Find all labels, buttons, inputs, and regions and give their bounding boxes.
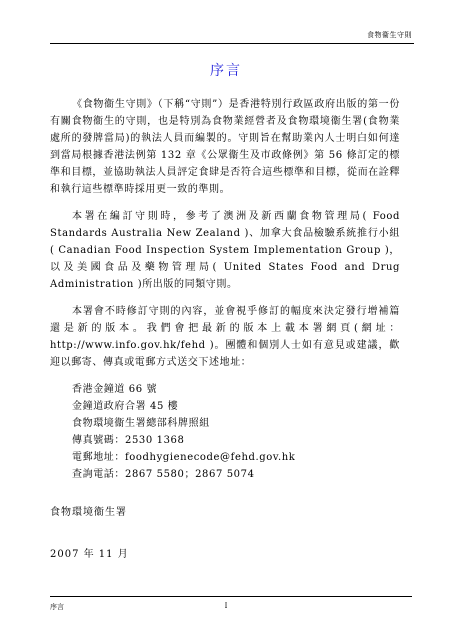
signature-date: 2007 年 11 月 — [50, 549, 129, 560]
running-header: 食物衞生守則 — [367, 31, 412, 39]
address-line: 食物環境衞生署總部科牌照組 — [72, 418, 210, 429]
footer-section-label: 序言 — [50, 603, 64, 611]
paragraph-revisions: 本署會不時修訂守則的內容，並會視乎修訂的幅度來決定發行增補篇還是新的版本。我們會把最新的版本上載本署網頁(網址：http://www.info.gov.hk/fehd )。團體和個別人士如有意見或建議，歡迎以郵寄、傳真或電郵方式送交下述地址： — [50, 306, 400, 368]
page-title: 序言 — [210, 63, 242, 79]
page-number: I — [224, 602, 228, 610]
paragraph-references: 本署在編訂守則時，參考了澳洲及新西蘭食物管理局( Food Standards Australia New Zealand )、加拿大食品檢驗系統推行小組( Canadian Food Inspection System Implementation Group )，以及美國食品及藥物管理局( United States Food and Drug Administration )所出版的同類守則。 — [50, 211, 400, 290]
address-line: 香港金鐘道 66 號 — [72, 384, 158, 395]
header-divider — [50, 43, 414, 44]
signature-department: 食物環境衞生署 — [50, 507, 127, 518]
preface-body — [50, 96, 400, 483]
contact-block — [72, 381, 400, 483]
email-address: 電郵地址：foodhygienecode@fehd.gov.hk — [72, 452, 296, 463]
paragraph-intro: 《食物衞生守則》（下稱“守則”）是香港特別行政區政府出版的第一份有關食物衞生的守則，也是特別為食物業經營者及食物環境衞生署(食物業處所的發牌當局)的執法人員而編製的。守則旨在幫助業內人士明白如何達到當局根據香港法例第 132 章《公眾衞生及市政條例》第 56 條訂定的標準和目標，並協助執法人員評定食肆是否符合這些標準和目標，從而在詮釋和執行這些標準時採用更一致的準則。 — [50, 99, 400, 195]
fax-number: 傳真號碼：2530 1368 — [72, 435, 185, 446]
footer-divider — [50, 596, 412, 597]
address-line: 金鐘道政府合署 45 樓 — [72, 401, 179, 412]
phone-numbers: 查詢電話：2867 5580；2867 5074 — [72, 469, 255, 480]
